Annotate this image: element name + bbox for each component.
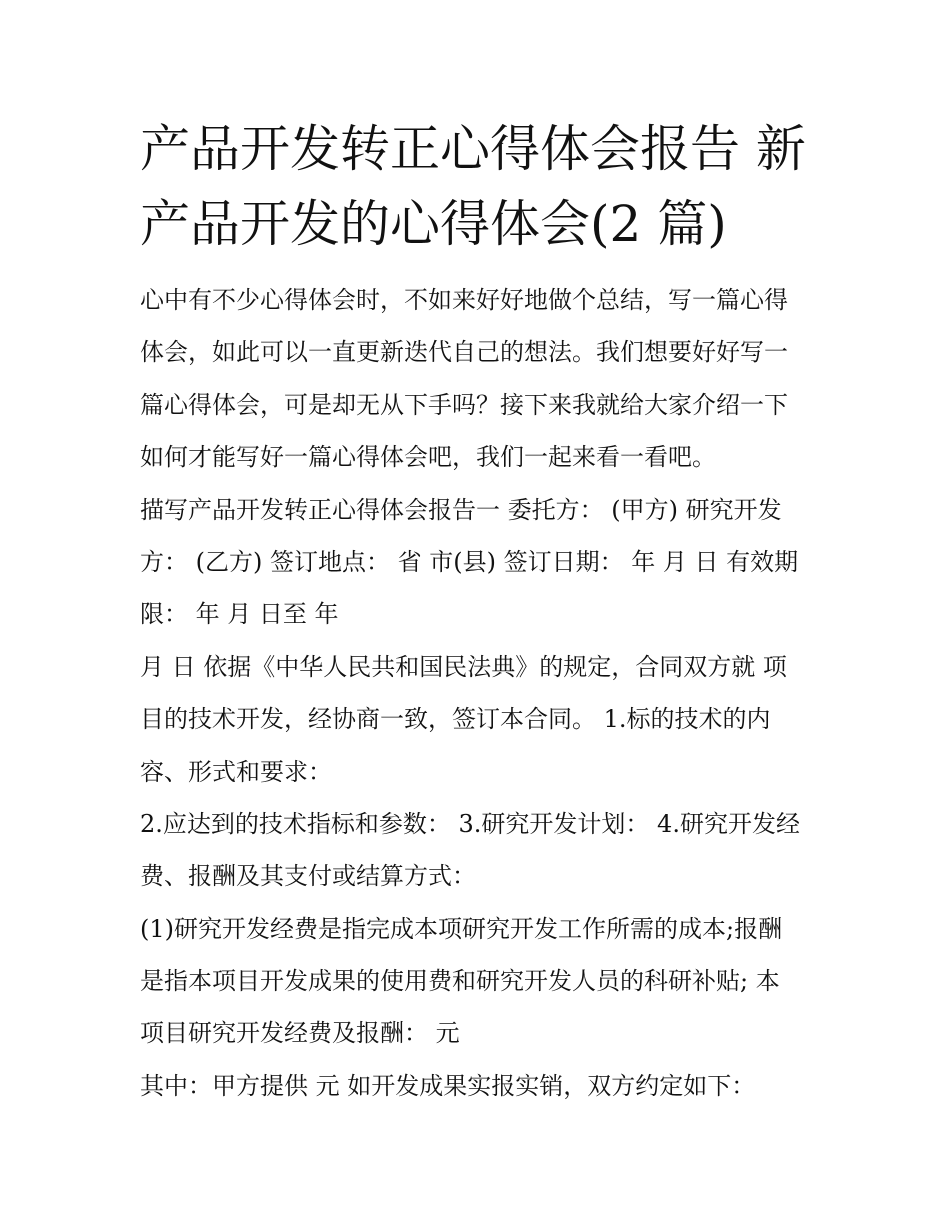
body-line: 如何才能写好一篇心得体会吧，我们一起来看一看吧。: [140, 443, 716, 472]
body-line: 费、报酬及其支付或结算方式：: [140, 862, 476, 891]
body-line: 目的技术开发，经协商一致，签订本合同。 1.标的技术的内: [140, 705, 771, 734]
body-line: 是指本项目开发成果的使用费和研究开发人员的科研补贴; 本: [140, 967, 780, 996]
body-line: 篇心得体会，可是却无从下手吗？接下来我就给大家介绍一下: [140, 390, 788, 419]
document-title: [140, 112, 830, 262]
document-body: [140, 274, 820, 1112]
title-line: 产品开发转正心得体会报告 新: [140, 120, 806, 178]
body-line: 2.应达到的技术指标和参数： 3.研究开发计划： 4.研究开发经: [140, 809, 800, 838]
title-line: 产品开发的心得体会(2 篇): [140, 195, 727, 253]
body-line: 描写产品开发转正心得体会报告一 委托方： (甲方) 研究开发: [140, 495, 782, 524]
body-line: 心中有不少心得体会时，不如来好好地做个总结，写一篇心得: [140, 286, 788, 314]
body-line: 体会，如此可以一直更新迭代自己的想法。我们想要好好写一: [140, 338, 788, 367]
body-line: 限： 年 月 日至 年: [140, 600, 339, 629]
body-line: 月 日 依据《中华人民共和国民法典》的规定，合同双方就 项: [140, 652, 787, 681]
body-line: 其中：甲方提供 元 如开发成果实报实销，双方约定如下：: [140, 1071, 756, 1100]
body-line: 项目研究开发经费及报酬： 元: [140, 1019, 460, 1048]
body-line: 方： (乙方) 签订地点： 省 市(县) 签订日期： 年 月 日 有效期: [140, 547, 799, 576]
body-line: 容、形式和要求：: [140, 757, 332, 786]
body-line: (1)研究开发经费是指完成本项研究开发工作所需的成本;报酬: [140, 914, 783, 943]
